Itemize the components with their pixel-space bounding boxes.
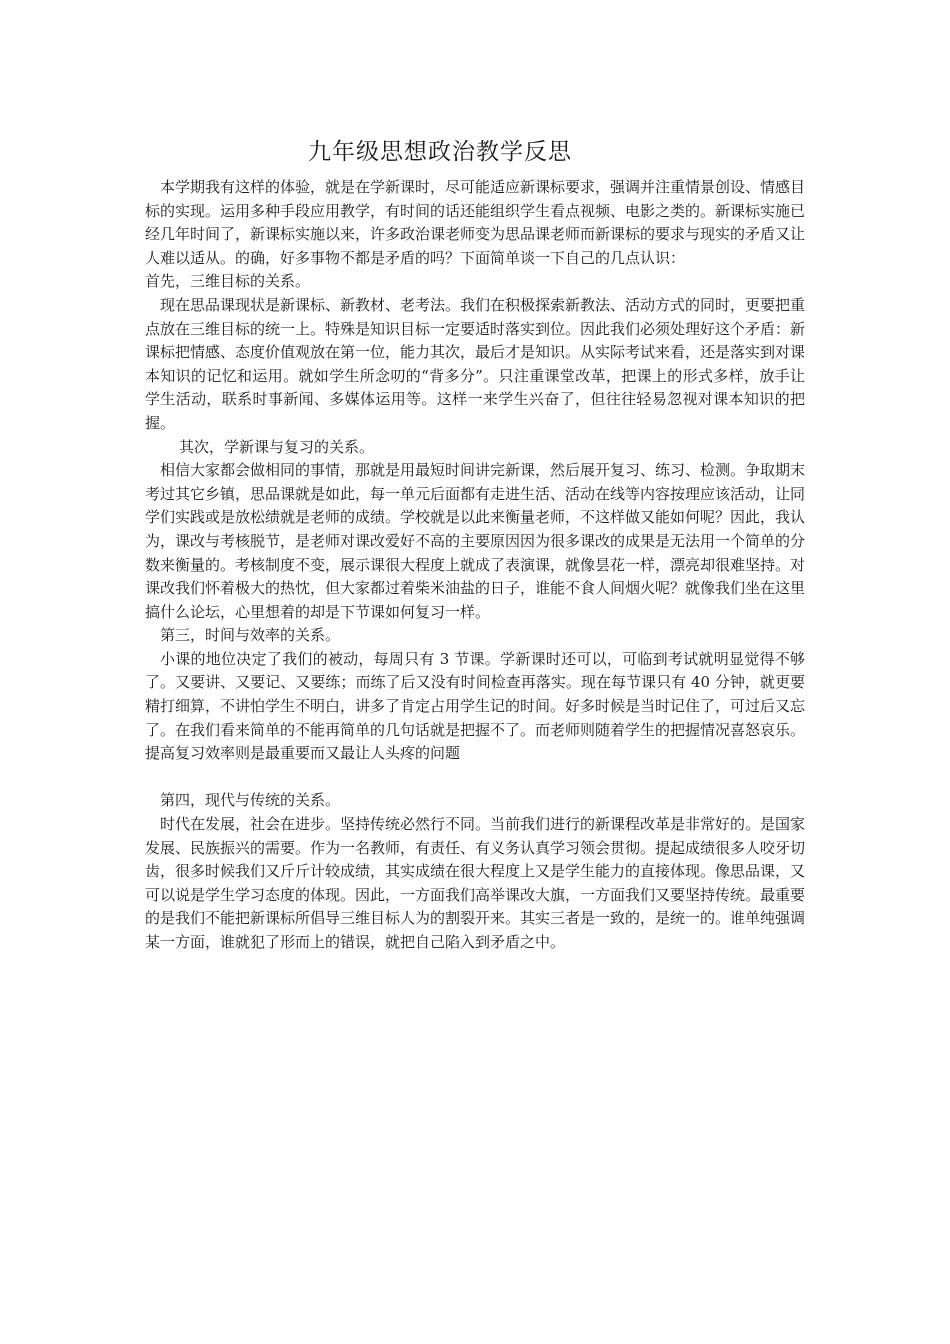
paragraph-heading-second: 其次，学新课与复习的关系。	[179, 437, 375, 456]
paragraph-heading-fourth: 第四，现代与传统的关系。	[160, 791, 341, 810]
paragraph-second-body: 相信大家都会做相同的事情，那就是用最短时间讲完新课，然后展开复习、练习、检测。争取期末考过其它乡镇，思品课就是如此，每一单元后面都有走进生活、活动在线等内容按理应该活动，让同学们实践或是放松绩就是老师的成绩。学校就是以此来衡量老师，不这样做又能如何呢？因此，我认为，课改与考核脱节，是老师对课改爱好不高的主要原因因为很多课改的成果是无法用一个简单的分数来衡量的。考核制度不变，展示课很大程度上就成了表演课，就像昙花一样，漂亮却很难坚持。对课改我们怀着极大的热忱，但大家都过着柴米油盐的日子，谁能不食人间烟火呢？就像我们坐在这里搞什么论坛，心里想着的却是下节课如何复习一样。	[145, 461, 806, 621]
document-title: 九年级思想政治教学反思	[308, 139, 572, 165]
paragraph-intro: 本学期我有这样的体验，就是在学新课时，尽可能适应新课标要求，强调并注重情景创设、情感目标的实现。运用多种手段应用教学，有时间的话还能组织学生看点视频、电影之类的。新课标实施已经几年时间了，新课标实施以来，许多政治课老师变为思品课老师而新课标的要求与现实的矛盾又让人难以适从。的确，好多事物不都是矛盾的吗？下面简单谈一下自己的几点认识：	[145, 178, 806, 267]
paragraph-gap	[145, 766, 805, 790]
paragraph-heading-first: 首先，三维目标的关系。	[145, 272, 311, 291]
paragraph-heading-third: 第三，时间与效率的关系。	[160, 626, 341, 645]
paragraph-fourth-body: 时代在发展，社会在进步。坚持传统必然行不同。当前我们进行的新课程改革是非常好的。是国家发展、民族振兴的需要。作为一名教师，有责任、有义务认真学习领会贯彻。提起成绩很多人咬牙切齿，很多时候我们又斤斤计较成绩，其实成绩在很大程度上又是学生能力的直接体现。像思品课，又可以说是学生学习态度的体现。因此，一方面我们高举课改大旗，一方面我们又要坚持传统。最重要的是我们不能把新课标所倡导三维目标人为的割裂开来。其实三者是一致的，是统一的。谁单纯强调某一方面，谁就犯了形而上的错误，就把自己陷入到矛盾之中。	[145, 815, 806, 951]
paragraph-first-body: 现在思品课现状是新课标、新教材、老考法。我们在积极探索新教法、活动方式的同时，更要把重点放在三维目标的统一上。特殊是知识目标一定要适时落实到位。因此我们必须处理好这个矛盾：新课标把情感、态度价值观放在第一位，能力其次，最后才是知识。从实际考试来看，还是落实到对课本知识的记忆和运用。就如学生所念叨的“背多分”。只注重课堂改革，把课上的形式多样，放手让学生活动，联系时事新闻、多媒体运用等。这样一来学生兴奋了，但往往轻易忽视对课本知识的把握。	[145, 295, 806, 432]
paragraph-third-body: 小课的地位决定了我们的被动，每周只有 3 节课。学新课时还可以，可临到考试就明显觉得不够了。又要讲、又要记、又要练；而练了后又没有时间检查再落实。现在每节课只有 40 分钟，就更要精打细算，不讲怕学生不明白，讲多了肯定占用学生记的时间。好多时候是当时记住了，可过后又忘了。在我们看来简单的不能再简单的几句话就是把握不了。而老师则随着学生的把握情况喜怒哀乐。提高复习效率则是最重要而又最让人头疼的问题	[145, 649, 806, 763]
document-body	[145, 176, 805, 955]
